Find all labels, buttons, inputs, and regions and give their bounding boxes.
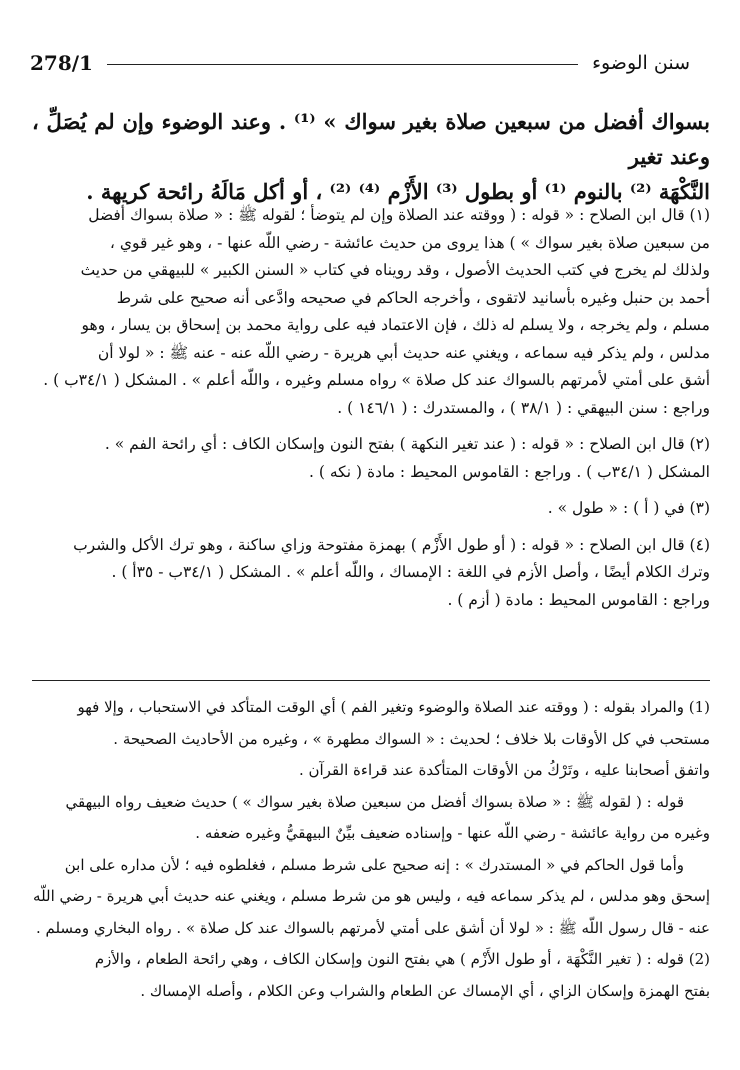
footnote-line: مسلم ، ولم يخرجه ، ولا يسلم له ذلك ، فإن الاعتماد فيه على رواية محمد بن إسحاق بن يسار ، وهو — [81, 316, 710, 334]
running-header — [30, 48, 690, 78]
footnote-line: (٤) قال ابن الصلاح : « قوله : ( أو طول الأَزْم ) بهمزة مفتوحة وزاي ساكنة ، وهو ترك الأكل والشرب — [73, 535, 710, 554]
footnote-line: (٢) قال ابن الصلاح : « قوله : ( عند تغير النكهة ) بفتح النون وإسكان الكاف : أي رائحة الفم » . — [104, 435, 710, 453]
footnote-line: وراجع : القاموس المحيط : مادة ( أزم ) . — [447, 590, 710, 609]
sub-note-line: بفتح الهمزة وإسكان الزاي ، أي الإمساك عن الطعام والشراب وعن الكلام ، وأصله الإمساك . — [140, 981, 710, 1000]
footnote-line: المشكل ( ٣٤/١ب ) . وراجع : القاموس المحيط : مادة ( نكه ) . — [309, 462, 710, 481]
main-line: بسواك أفضل من سبعين صلاة بغير سواك » ⁽¹⁾ . وعند الوضوء وإن لم يُصَلِّ ، وعند تغير — [32, 109, 711, 169]
footnote-3 — [32, 495, 710, 523]
footnote-4 — [32, 532, 710, 615]
footnote-2 — [32, 431, 710, 486]
footnote-line: وراجع : سنن البيهقي : ( ٣٨/١ ) ، والمستدرك : ( ١٤٦/١ ) . — [337, 398, 710, 417]
footnote-line: وترك الكلام أيضًا ، وأصل الأزم في اللغة : الإمساك ، واللّه أعلم » . المشكل ( ٣٤/١ب - ٣٥أ ) . — [111, 563, 710, 581]
footnote-line: (٣) في ( أ ) : « طول » . — [547, 499, 710, 517]
editor-footnotes — [32, 202, 710, 623]
sub-note-line: (2) قوله : ( تغير النَّكْهَة ، أو طول الأَزْم ) هي بفتح النون وإسكان الكاف ، وهي رائحة الطعام ، والأزم — [94, 950, 710, 968]
main-line: النَّكْهَة ⁽²⁾ بالنوم ⁽¹⁾ أو بطول ⁽³⁾ الأَزْم ⁽⁴⁾ ⁽²⁾ ، أو أكل مَالَهُ رائحة كريهة . — [86, 179, 710, 204]
footnote-divider — [32, 680, 710, 681]
sub-note-1 — [32, 694, 710, 785]
footnote-line: ولذلك لم يخرج في كتب الحديث الأصول ، وقد رويناه في كتاب « السنن الكبير » للبيهقي من حديث — [80, 261, 710, 279]
sub-note-line: عنه - قال رسول اللّه ﷺ : « لولا أن أشق على أمتي لأمرتهم بالسواك عند كل صلاة » . رواه البخاري ومسلم . — [35, 918, 710, 937]
sub-note-line: قوله : ( لقوله ﷺ : « صلاة بسواك أفضل من سبعين صلاة بغير سواك » ) حديث ضعيف رواه البيهقي — [65, 792, 684, 811]
sub-note-2 — [32, 789, 710, 848]
footnote-1 — [32, 202, 710, 422]
sub-note-4 — [32, 946, 710, 1005]
footnote-line: من سبعين صلاة بغير سواك » ) هذا يروى من حديث عائشة - رضي اللّه عنها - ، وهو غير قوي ، — [109, 233, 710, 252]
sub-note-line: وغيره من رواية عائشة - رضي اللّه عنها - وإسناده ضعيف بيِّنٌ البيهقيُّ وغيره ضعفه . — [195, 824, 710, 842]
footnote-line: (١) قال ابن الصلاح : « قوله : ( ووقته عند الصلاة وإن لم يتوضأ ؛ لقوله ﷺ : « صلاة بسواك أفضل — [88, 206, 710, 224]
main-text — [32, 104, 710, 209]
page-number: 278/1 — [30, 51, 93, 75]
commentary-notes — [32, 694, 710, 1009]
footnote-line: مدلس ، ولم يذكر فيه سماعه ، ويغني عنه حديث أبي هريرة - رضي اللّه عنه - عنه ﷺ : « لولا أن — [97, 343, 710, 362]
sub-note-line: وأما قول الحاكم في « المستدرك » : إنه صحيح على شرط مسلم ، فغلطوه فيه ؛ لأن مداره على ابن — [64, 855, 684, 874]
sub-note-line: واتفق أصحابنا عليه ، وتَرْكُ من الأوقات المتأكدة عند قراءة القرآن . — [298, 761, 710, 779]
sub-note-line: مستحب في كل الأوقات بلا خلاف ؛ لحديث : « السواك مطهرة » ، وغيره من الأحاديث الصحيحة . — [113, 729, 710, 748]
header-rule — [107, 64, 578, 65]
sub-note-3 — [32, 852, 710, 943]
sub-note-line: (1) والمراد بقوله : ( ووقته عند الصلاة والوضوء وتغير الفم ) أي الوقت المتأكد في الاستحباب ، وإلا فهو — [77, 698, 710, 716]
sub-note-line: إسحق وهو مدلس ، لم يذكر سماعه فيه ، وليس هو من شرط مسلم ، ويغني عنه حديث أبي هريرة - رضي اللّه — [33, 887, 710, 905]
footnote-line: أشق على أمتي لأمرتهم بالسواك عند كل صلاة » رواه مسلم وغيره ، واللّه أعلم » . المشكل ( ٣٤/١ب ) . — [43, 371, 710, 389]
footnote-line: أحمد بن حنبل وغيره بأسانيد لاتقوى ، وأخرجه الحاكم في صحيحه وادَّعى أنه صحيح على شرط — [116, 288, 710, 307]
book-title: سنن الوضوء — [592, 52, 690, 74]
